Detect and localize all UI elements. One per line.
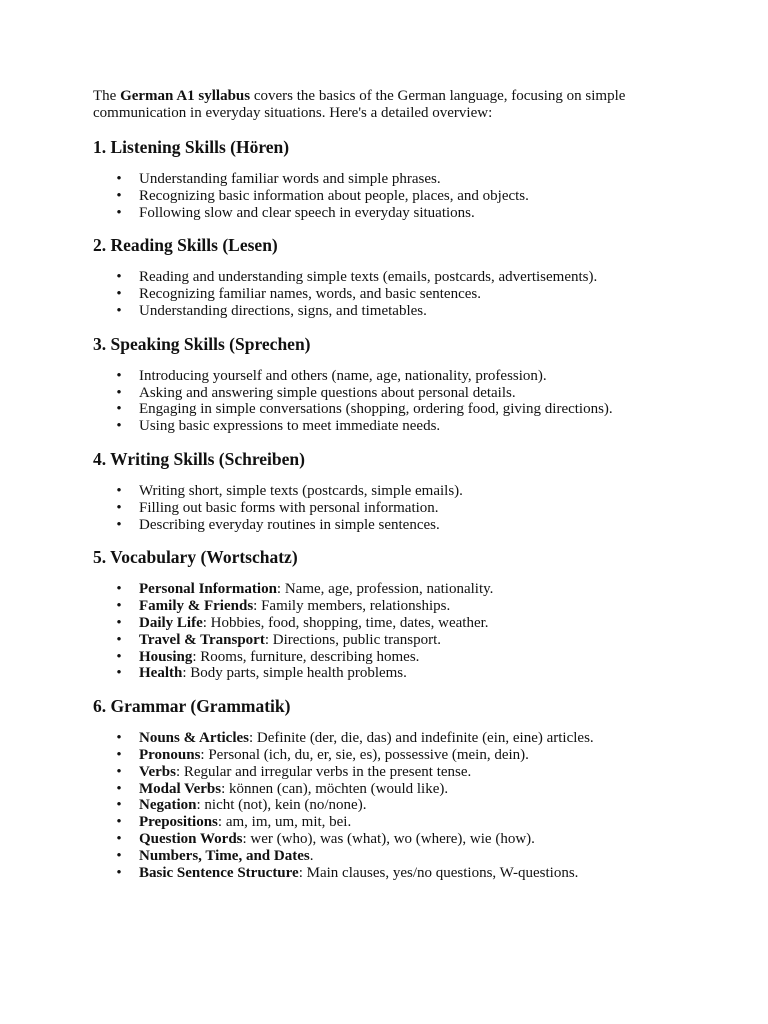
list-item — [93, 730, 674, 747]
list-item — [93, 500, 674, 517]
list-item-text: Understanding familiar words and simple phrases. — [139, 171, 441, 187]
bullet-icon: • — [116, 648, 122, 665]
list-item — [93, 848, 674, 865]
list-item — [93, 303, 674, 320]
section-heading: 3. Speaking Skills (Sprechen) — [93, 333, 311, 354]
list-item-text: : Regular and irregular verbs in the present tense. — [175, 763, 472, 780]
bullet-icon: • — [116, 499, 122, 516]
bullet-icon: • — [116, 204, 122, 221]
intro-prefix: The — [93, 88, 121, 104]
bullet-icon: • — [116, 516, 122, 533]
list-item — [93, 764, 674, 781]
list-item-term: Numbers, Time, and Dates — [139, 847, 310, 864]
list-item — [93, 781, 674, 798]
intro-line1-suffix: covers the basics of the German language, focusing on simple — [250, 88, 626, 104]
list-item-text: : Directions, public transport. — [264, 631, 442, 648]
list-item-text: : am, im, um, mit, bei. — [217, 814, 352, 831]
sections-container — [93, 136, 674, 881]
bullet-icon: • — [116, 269, 122, 286]
bullet-icon: • — [116, 401, 122, 418]
list-item-text: : Personal (ich, du, er, sie, es), possessive (mein, dein). — [200, 746, 529, 763]
bullet-icon: • — [116, 302, 122, 319]
list-item-term: Housing — [139, 648, 193, 665]
bullet-icon: • — [116, 730, 122, 747]
list-item-term: Travel & Transport — [139, 631, 265, 648]
list-item — [93, 831, 674, 848]
list-item — [93, 665, 674, 682]
section-heading: 1. Listening Skills (Hören) — [93, 137, 290, 157]
list-item-text: Following slow and clear speech in everyday situations. — [139, 204, 475, 221]
list-item — [93, 517, 674, 534]
bullet-icon: • — [116, 847, 122, 864]
list-item — [93, 269, 674, 286]
bullet-icon: • — [116, 814, 122, 831]
list-item-text: Using basic expressions to meet immediate needs. — [139, 418, 441, 435]
list-item-term: Family & Friends — [139, 598, 254, 615]
list-item — [93, 368, 674, 385]
list-item-text: : nicht (not), kein (no/none). — [196, 797, 367, 814]
list-item-text: Understanding directions, signs, and timetables. — [139, 302, 427, 319]
bullet-icon: • — [116, 746, 122, 763]
list-item-term: Basic Sentence Structure — [139, 864, 299, 881]
list-item — [93, 385, 674, 402]
bullet-icon: • — [116, 864, 122, 881]
list-item-term: Negation — [139, 797, 197, 814]
list-item — [93, 598, 674, 615]
list-item — [93, 865, 674, 882]
list-item-text: Introducing yourself and others (name, age, nationality, profession). — [139, 367, 547, 384]
list-item — [93, 286, 674, 303]
list-item — [93, 615, 674, 632]
section-heading: 2. Reading Skills (Lesen) — [93, 235, 278, 256]
list-item-text: Describing everyday routines in simple sentences. — [139, 516, 440, 533]
section-list — [93, 368, 674, 435]
section-heading: 5. Vocabulary (Wortschatz) — [93, 547, 298, 568]
list-item-term: Daily Life — [139, 614, 203, 631]
list-item — [93, 747, 674, 764]
section-list — [93, 581, 674, 682]
section-heading: 6. Grammar (Grammatik) — [93, 696, 291, 717]
list-item — [93, 632, 674, 649]
bullet-icon: • — [116, 286, 122, 303]
list-item-term: Pronouns — [139, 746, 201, 763]
list-item-text: Writing short, simple texts (postcards, simple emails). — [139, 482, 463, 499]
bullet-icon: • — [116, 614, 122, 631]
list-item-term: Prepositions — [139, 814, 218, 831]
intro-paragraph — [93, 88, 674, 122]
list-item — [93, 418, 674, 435]
list-item-text: Recognizing basic information about people, places, and objects. — [139, 187, 529, 204]
list-item — [93, 483, 674, 500]
list-item-text: : Name, age, profession, nationality. — [276, 581, 494, 598]
list-item — [93, 205, 674, 222]
bullet-icon: • — [116, 418, 122, 435]
list-item — [93, 171, 674, 188]
list-item-term: Verbs — [139, 763, 176, 780]
bullet-icon: • — [116, 631, 122, 648]
section-list — [93, 730, 674, 881]
section-heading: 4. Writing Skills (Schreiben) — [93, 448, 305, 469]
bullet-icon: • — [116, 598, 122, 615]
bullet-icon: • — [116, 171, 122, 187]
bullet-icon: • — [116, 384, 122, 401]
list-item — [93, 797, 674, 814]
section-list — [93, 483, 674, 533]
bullet-icon: • — [116, 581, 122, 598]
list-item-text: : Hobbies, food, shopping, time, dates, weather. — [202, 614, 489, 631]
list-item-text: : Main clauses, yes/no questions, W-questions. — [298, 864, 579, 881]
bullet-icon: • — [116, 763, 122, 780]
list-item-term: Health — [139, 665, 183, 682]
list-item — [93, 814, 674, 831]
bullet-icon: • — [116, 482, 122, 499]
bullet-icon: • — [116, 367, 122, 384]
bullet-icon: • — [116, 797, 122, 814]
list-item — [93, 581, 674, 598]
list-item-term: Modal Verbs — [139, 780, 222, 797]
list-item-text: : Definite (der, die, das) and indefinite (ein, eine) articles. — [249, 730, 594, 747]
list-item-term: Question Words — [139, 830, 243, 847]
section-list — [93, 171, 674, 221]
list-item-text: Engaging in simple conversations (shopping, ordering food, giving directions). — [139, 401, 613, 418]
bullet-icon: • — [116, 665, 122, 682]
list-item-text: : können (can), möchten (would like). — [221, 780, 449, 797]
bullet-icon: • — [116, 830, 122, 847]
intro-bold-term: German A1 syllabus — [120, 88, 251, 104]
list-item-text: Filling out basic forms with personal information. — [139, 499, 439, 516]
section-list — [93, 269, 674, 319]
list-item-text: Reading and understanding simple texts (emails, postcards, advertisements). — [139, 269, 598, 286]
list-item-term: Personal Information — [139, 581, 277, 598]
list-item-text: Asking and answering simple questions about personal details. — [139, 384, 516, 401]
intro-line2: communication in everyday situations. Here's a detailed overview: — [93, 105, 493, 121]
list-item — [93, 649, 674, 666]
list-item-text: : Body parts, simple health problems. — [182, 665, 407, 682]
list-item-term: Nouns & Articles — [139, 730, 249, 747]
bullet-icon: • — [116, 187, 122, 204]
bullet-icon: • — [116, 780, 122, 797]
list-item — [93, 188, 674, 205]
list-item-text: Recognizing familiar names, words, and basic sentences. — [139, 286, 481, 303]
list-item-text: : Rooms, furniture, describing homes. — [192, 648, 420, 665]
list-item — [93, 401, 674, 418]
list-item-text: : wer (who), was (what), wo (where), wie (how). — [242, 830, 535, 847]
list-item-text: : Family members, relationships. — [253, 598, 451, 615]
list-item-text: . — [309, 847, 314, 864]
